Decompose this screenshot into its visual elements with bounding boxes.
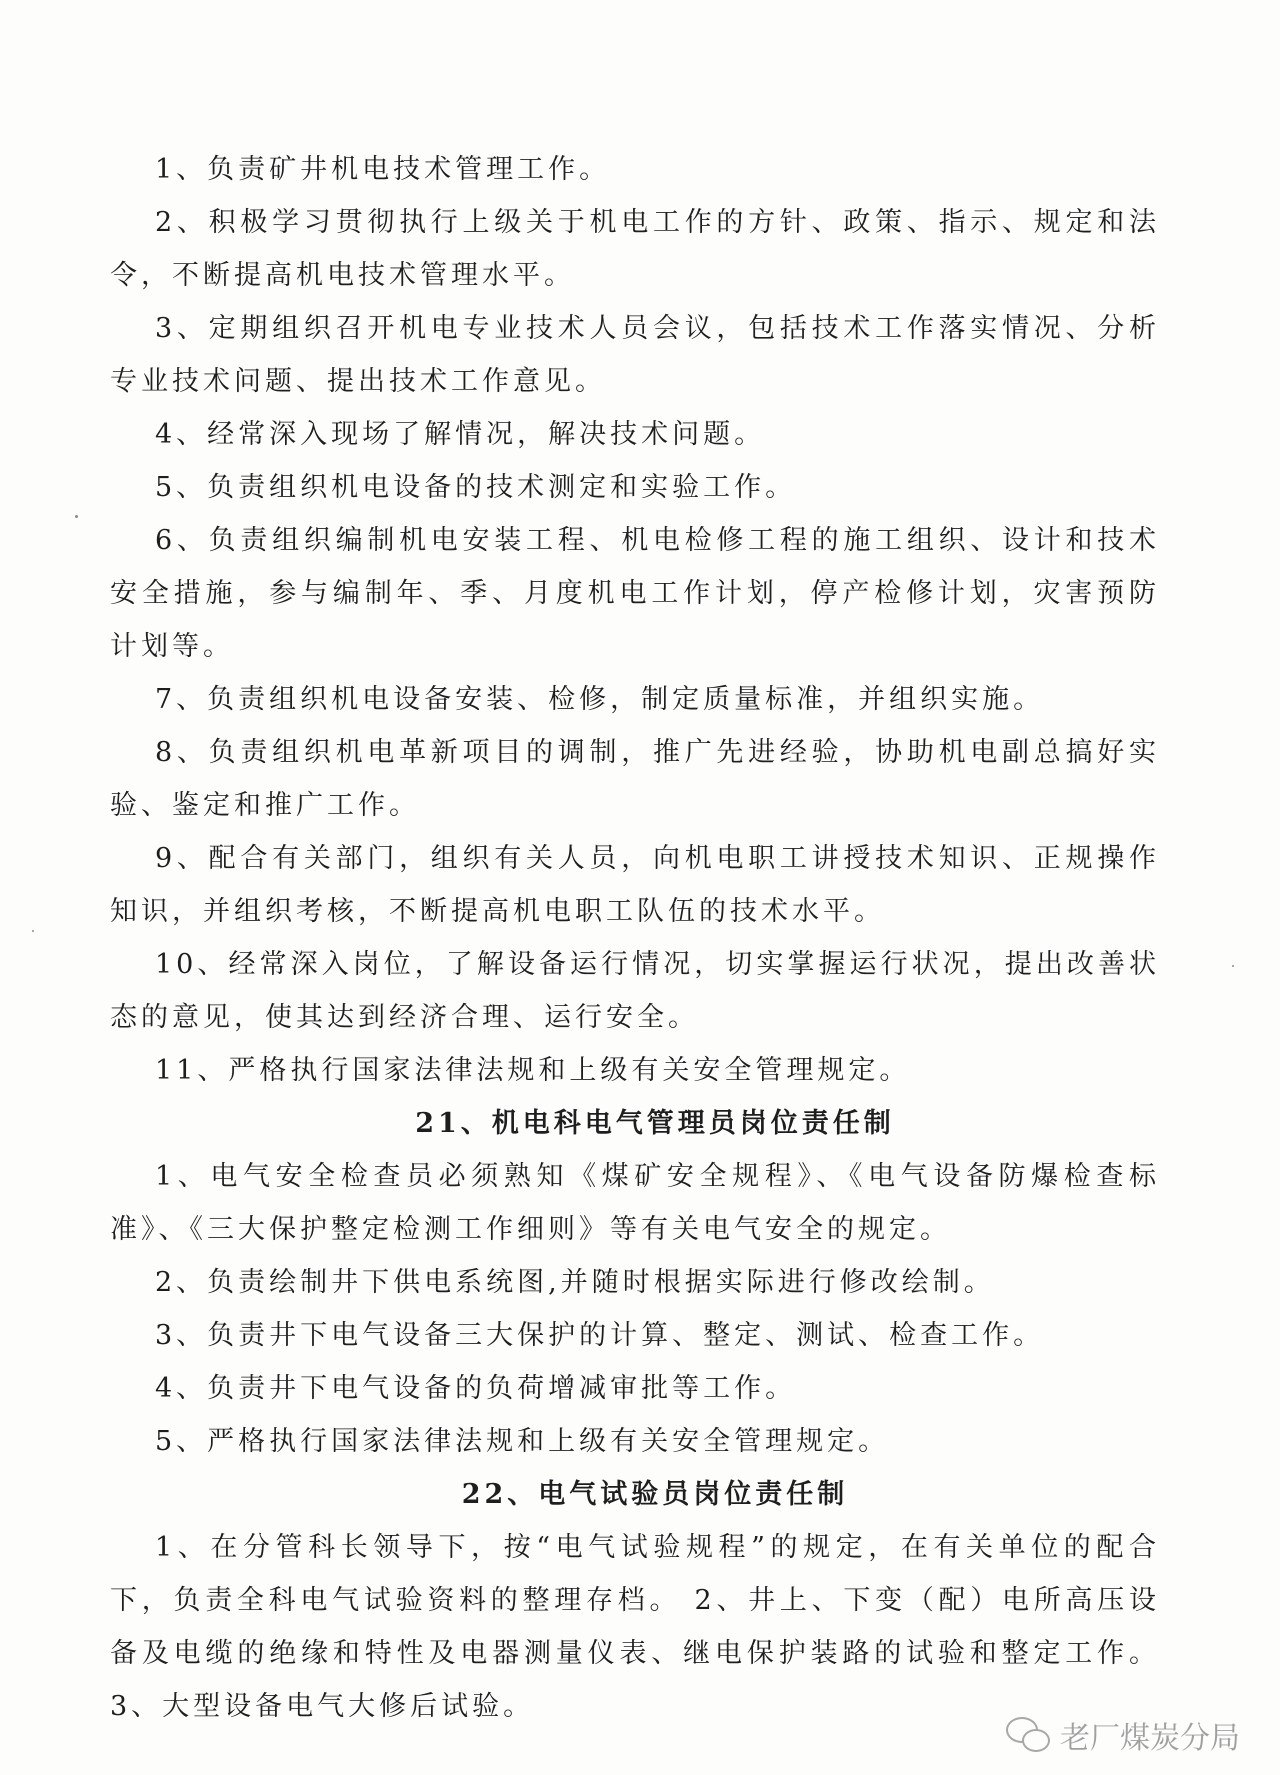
prev-item-8: 8、负责组织机电革新项目的调制，推广先进经验，协助机电副总搞好实验、鉴定和推广工作。	[110, 737, 1160, 821]
scan-speck	[75, 515, 78, 518]
prev-item-4: 4、经常深入现场了解情况，解决技术问题。	[155, 419, 766, 450]
scan-speck	[32, 930, 34, 932]
watermark-text: 老厂煤炭分局	[1060, 1721, 1240, 1756]
section-22-title: 22、电气试验员岗位责任制	[461, 1479, 849, 1510]
section-21-title: 21、机电科电气管理员岗位责任制	[415, 1108, 895, 1139]
scan-speck	[1232, 965, 1234, 967]
prev-item-3: 3、定期组织召开机电专业技术人员会议，包括技术工作落实情况、分析专业技术问题、提出技术工作意见。	[110, 313, 1160, 397]
s21-item-2: 2、负责绘制井下供电系统图,并随时根据实际进行修改绘制。	[155, 1267, 995, 1298]
prev-item-2: 2、积极学习贯彻执行上级关于机电工作的方针、政策、指示、规定和法令，不断提高机电技术管理水平。	[110, 207, 1160, 291]
s21-item-5: 5、严格执行国家法律法规和上级有关安全管理规定。	[155, 1426, 890, 1457]
s21-item-3: 3、负责井下电气设备三大保护的计算、整定、测试、检查工作。	[155, 1320, 1045, 1351]
s21-item-4: 4、负责井下电气设备的负荷增减审批等工作。	[155, 1373, 797, 1404]
prev-item-7: 7、负责组织机电设备安装、检修，制定质量标准，并组织实施。	[155, 684, 1045, 715]
document-body	[110, 143, 1160, 1733]
prev-item-6: 6、负责组织编制机电安装工程、机电检修工程的施工组织、设计和技术安全措施，参与编制年、季、月度机电工作计划，停产检修计划，灾害预防计划等。	[110, 525, 1160, 662]
s22-body: 1、在分管科长领导下，按“电气试验规程”的规定，在有关单位的配合下，负责全科电气试验资料的整理存档。 2、井上、下变（配）电所高压设备及电缆的绝缘和特性及电器测量仪表、继电保护装路的试验和整定工作。 3、大型设备电气大修后试验。	[110, 1532, 1160, 1722]
prev-item-1: 1、负责矿井机电技术管理工作。	[155, 154, 611, 185]
watermark	[1006, 1713, 1240, 1757]
prev-item-5: 5、负责组织机电设备的技术测定和实验工作。	[155, 472, 797, 503]
prev-item-11: 11、严格执行国家法律法规和上级有关安全管理规定。	[155, 1055, 911, 1086]
s21-item-1: 1、电气安全检查员必须熟知《煤矿安全规程》、《电气设备防爆检查标准》、《三大保护整定检测工作细则》等有关电气安全的规定。	[110, 1161, 1160, 1245]
prev-item-10: 10、经常深入岗位，了解设备运行情况，切实掌握运行状况，提出改善状态的意见，使其达到经济合理、运行安全。	[110, 949, 1160, 1033]
prev-item-9: 9、配合有关部门，组织有关人员，向机电职工讲授技术知识、正规操作知识，并组织考核，不断提高机电职工队伍的技术水平。	[110, 843, 1160, 927]
wechat-icon	[1006, 1717, 1050, 1753]
